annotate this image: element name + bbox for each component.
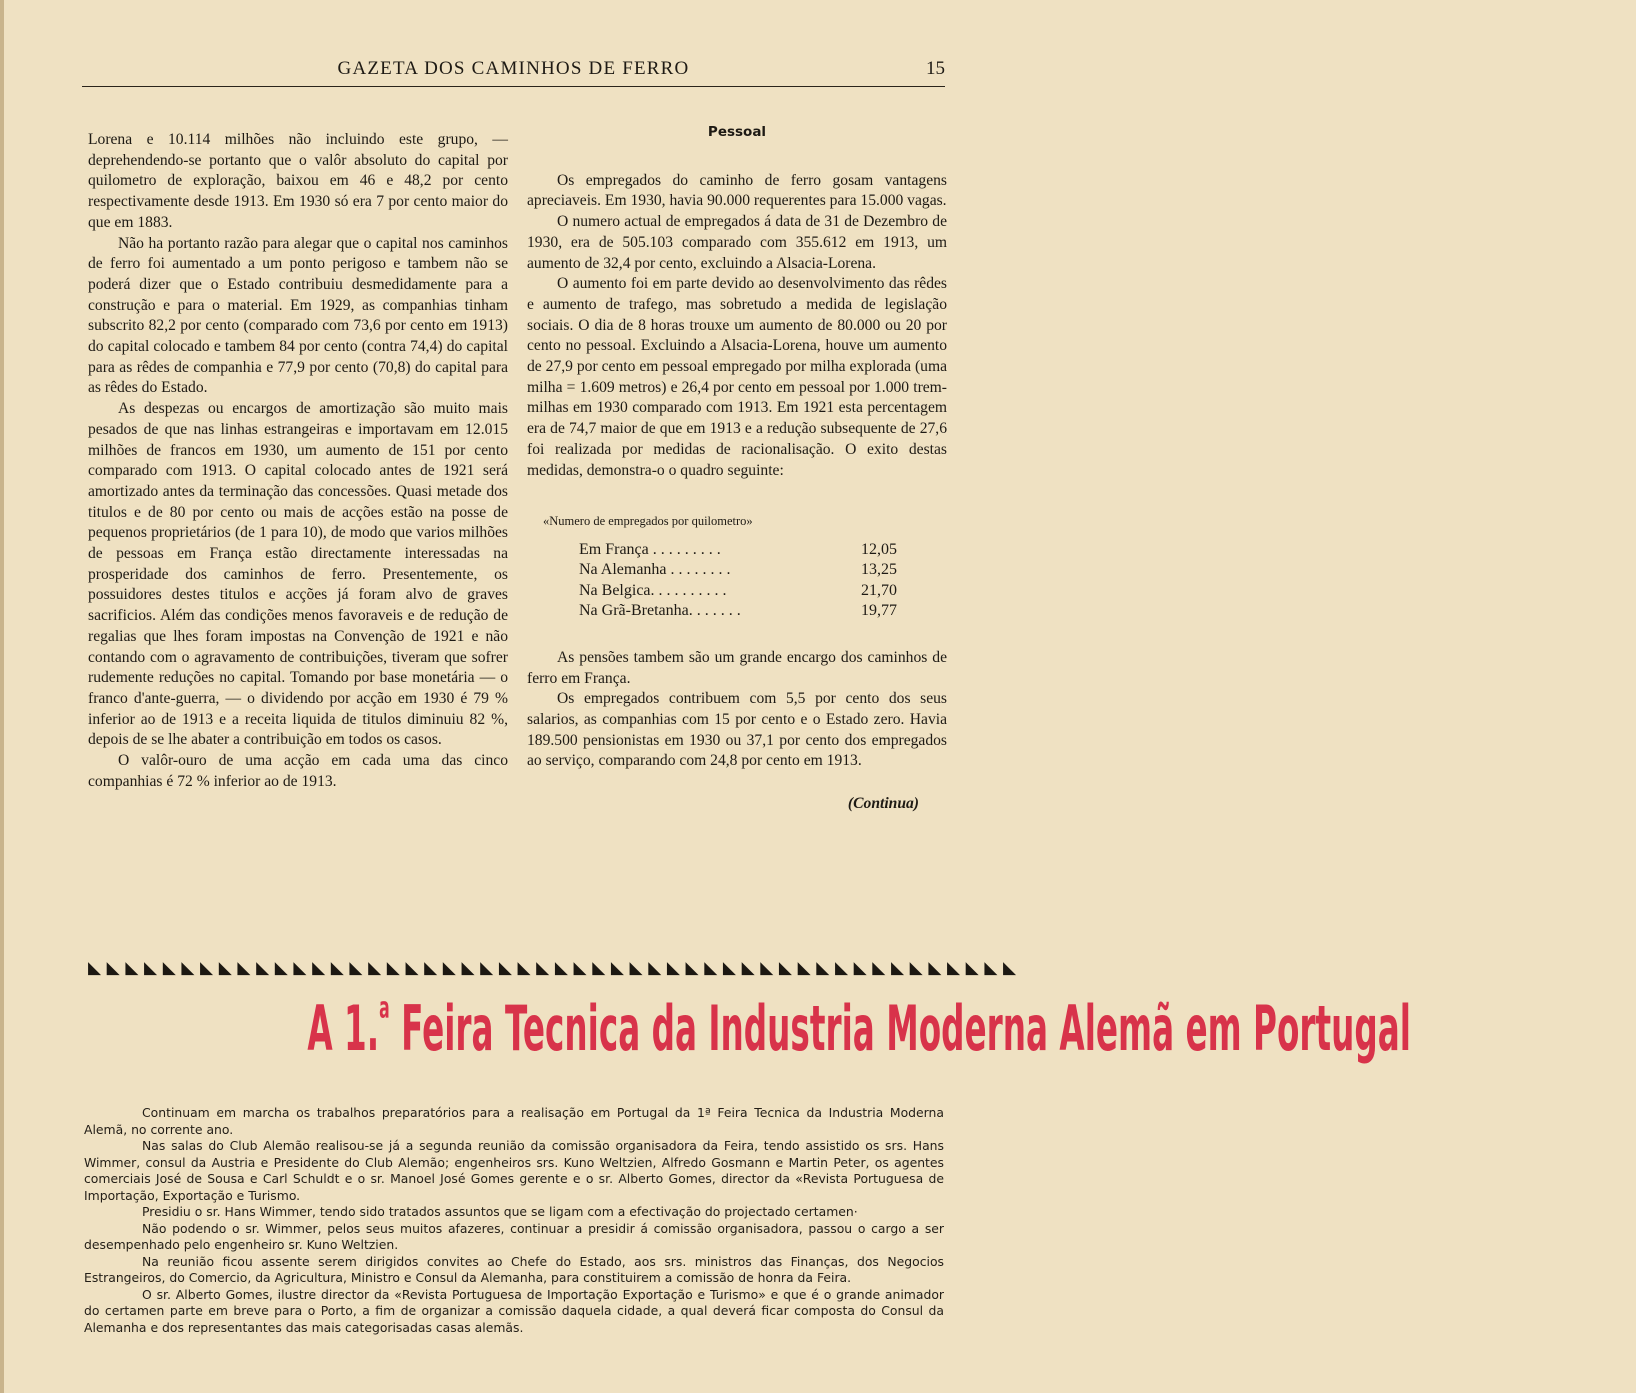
headline-text: Feira Tecnica da Industria Moderna Alemã em Portugal bbox=[389, 992, 1412, 1065]
left-paragraph: Não ha portanto razão para alegar que o capital nos caminhos de ferro foi aumentado a um ponto perigoso e tambem não se poderá dizer que o Estado contribuiu desmedidamente para a construção e para o material. Em 1929, as companhias tinham subscrito 82,2 por cento (comparado com 73,6 por cento em 1913) do capital colocado e tambem 84 por cento (contra 74,4) do capital para as rêdes de companhia e 77,9 por cento (70,8) do capital para as rêdes do Estado. bbox=[88, 234, 508, 397]
table-row bbox=[579, 601, 897, 622]
table-cell-value: 21,70 bbox=[861, 581, 897, 599]
publication-title: GAZETA DOS CAMINHOS DE FERRO bbox=[337, 58, 690, 79]
left-paragraph: As despezas ou encargos de amortização são muito mais pesados de que nas linhas estrangeiras e importavam em 12.015 milhões de francos em 1930, um aumento de 151 por cento comparado com 1913. O capital colocado antes de 1921 será amortizado antes da terminação das concessões. Quasi metade dos titulos e de 80 por cento ou mais de acções estão na posse de pequenos proprietários (de 1 para 10), de modo que varios milhões de pessoas em França estão directamente interessadas na prosperidade dos caminhos de ferro. Presentemente, os possuidores destes titulos e acções já foram alvo de graves sacrificios. Além das condições menos favoraveis e de redução de regalias que lhes foram impostas na Convenção de 1921 e não contando com o agravamento de contribuições, tiveram que sofrer rudemente reduções no capital. Tomando por base monetária — o franco d'ante-guerra, — o dividendo por acção em 1930 é 79 % inferior ao de 1913 e a receita liquida de titulos diminuiu 82 %, depois de se lhe abater a contribuição em todos os casos. bbox=[88, 400, 508, 749]
table-cell-country: Na Alemanha . . . . . . . . bbox=[579, 561, 731, 579]
table-row bbox=[579, 540, 897, 561]
right-paragraph: Os empregados contribuem com 5,5 por cento dos seus salarios, as companhias com 15 por cento e o Estado zero. Havia 189.500 pensionistas em 1930 ou 37,1 por cento dos empregados ao serviço, comparando com 24,8 por cento em 1913. bbox=[527, 690, 947, 770]
page-number: 15 bbox=[926, 58, 945, 79]
left-paragraph: Lorena e 10.114 milhões não incluindo este grupo, — deprehendendo-se portanto que o valôr absoluto do capital por quilometro de exploração, baixou em 46 e 48,2 por cento respectivamente desde 1913. Em 1930 só era 7 por cento maior do que em 1883. bbox=[88, 131, 508, 231]
article-headline bbox=[82, 992, 1412, 1087]
right-paragraph: As pensões tambem são um grande encargo dos caminhos de ferro em França. bbox=[527, 648, 947, 687]
headline-prefix: A 1. bbox=[307, 992, 380, 1065]
running-header bbox=[82, 52, 945, 87]
right-paragraph: Os empregados do caminho de ferro gosam vantagens apreciaveis. Em 1930, havia 90.000 requerentes para 15.000 vagas. bbox=[527, 171, 947, 210]
left-column bbox=[88, 130, 508, 793]
table-cell-country: Na Grã-Bretanha. . . . . . . bbox=[579, 602, 741, 620]
article-paragraph: O sr. Alberto Gomes, ilustre director da «Revista Portuguesa de Importação Exportação e Turismo» e que é o grande animador do certamen parte em breve para o Porto, a fim de organizar a comissão daquela cidade, a qual deverá ficar composta do Consul da Alemanha e dos representantes das mais categorisadas casas alemãs. bbox=[84, 1286, 944, 1335]
article-paragraph: Presidiu o sr. Hans Wimmer, tendo sido tratados assuntos que se ligam com a efectivação do projectado certamen· bbox=[142, 1204, 858, 1219]
employees-per-km-table bbox=[579, 540, 897, 622]
headline-ordinal: a bbox=[379, 992, 390, 1026]
table-cell-country: Na Belgica. . . . . . . . . . bbox=[579, 581, 727, 599]
right-column bbox=[527, 118, 947, 815]
article-paragraph: Na reunião ficou assente serem dirigidos convites ao Chefe do Estado, aos srs. ministros das Finanças, dos Negocios Estrangeiros, do Comercio, da Agricultura, Ministro e Consul da Alemanha, para constituirem a comissão de honra da Feira. bbox=[84, 1253, 944, 1285]
right-paragraph: O aumento foi em parte devido ao desenvolvimento das rêdes e aumento de trafego, mas sobretudo a medida de legislação sociais. O dia de 8 horas trouxe um aumento de 80.000 ou 20 por cento no pessoal. Excluindo a Alsacia-Lorena, houve um aumento de 27,9 por cento em pessoal empregado por milha explorada (uma milha = 1.609 metros) e 26,4 por cento em pessoal por 1.000 trem-milhas em 1930 comparado com 1913. Em 1921 esta percentagem era de 74,7 maior de que em 1913 e a redução subsequente de 27,6 foi realizada por medidas de racionalisação. O exito destas medidas, demonstra-o o quadro seguinte: bbox=[527, 275, 947, 479]
continued-note: (Continua) bbox=[847, 795, 919, 813]
article-paragraph: Continuam em marcha os trabalhos preparatórios para a realisação em Portugal da 1ª Feira Tecnica da Industria Moderna Alemã, no corrente ano. bbox=[84, 1105, 944, 1137]
ornamental-divider: ◣◣◣◣◣◣◣◣◣◣◣◣◣◣◣◣◣◣◣◣◣◣◣◣◣◣◣◣◣◣◣◣◣◣◣◣◣◣◣◣◣◣◣◣◣◣◣◣◣◣ bbox=[88, 958, 1022, 978]
table-cell-value: 19,77 bbox=[861, 602, 897, 620]
article-body bbox=[84, 1105, 944, 1336]
table-cell-country: Em França . . . . . . . . . bbox=[579, 540, 721, 558]
article-paragraph: Não podendo o sr. Wimmer, pelos seus muitos afazeres, continuar a presidir á comissão organisadora, passou o cargo a ser desempenhado pelo engenheiro sr. Kuno Weltzien. bbox=[84, 1220, 944, 1252]
table-row bbox=[579, 560, 897, 581]
article-paragraph: Nas salas do Club Alemão realisou-se já a segunda reunião da comissão organisadora da Feira, tendo assistido os srs. Hans Wimmer, consul da Austria e Presidente do Club Alemão; engenheiros srs. Kuno Weltzien, Alfredo Gosmann e Martin Peter, os agentes comerciais José de Sousa e Carl Schuldt e o sr. Manoel José Gomes gerente e o sr. Alberto Gomes, director da «Revista Portuguesa de Importação, Exportação e Turismo. bbox=[84, 1138, 944, 1203]
table-caption: «Numero de empregados por quilometro» bbox=[543, 514, 753, 529]
left-paragraph: O valôr-ouro de uma acção em cada uma das cinco companhias é 72 % inferior ao de 1913. bbox=[88, 752, 508, 790]
table-cell-value: 12,05 bbox=[861, 540, 897, 558]
right-paragraph: O numero actual de empregados á data de 31 de Dezembro de 1930, era de 505.103 comparado com 355.612 em 1913, um aumento de 32,4 por cento, excluindo a Alsacia-Lorena. bbox=[527, 213, 947, 272]
table-cell-value: 13,25 bbox=[861, 561, 897, 579]
table-row bbox=[579, 581, 897, 602]
section-title: Pessoal bbox=[707, 124, 767, 140]
page-edge bbox=[0, 0, 4, 1393]
